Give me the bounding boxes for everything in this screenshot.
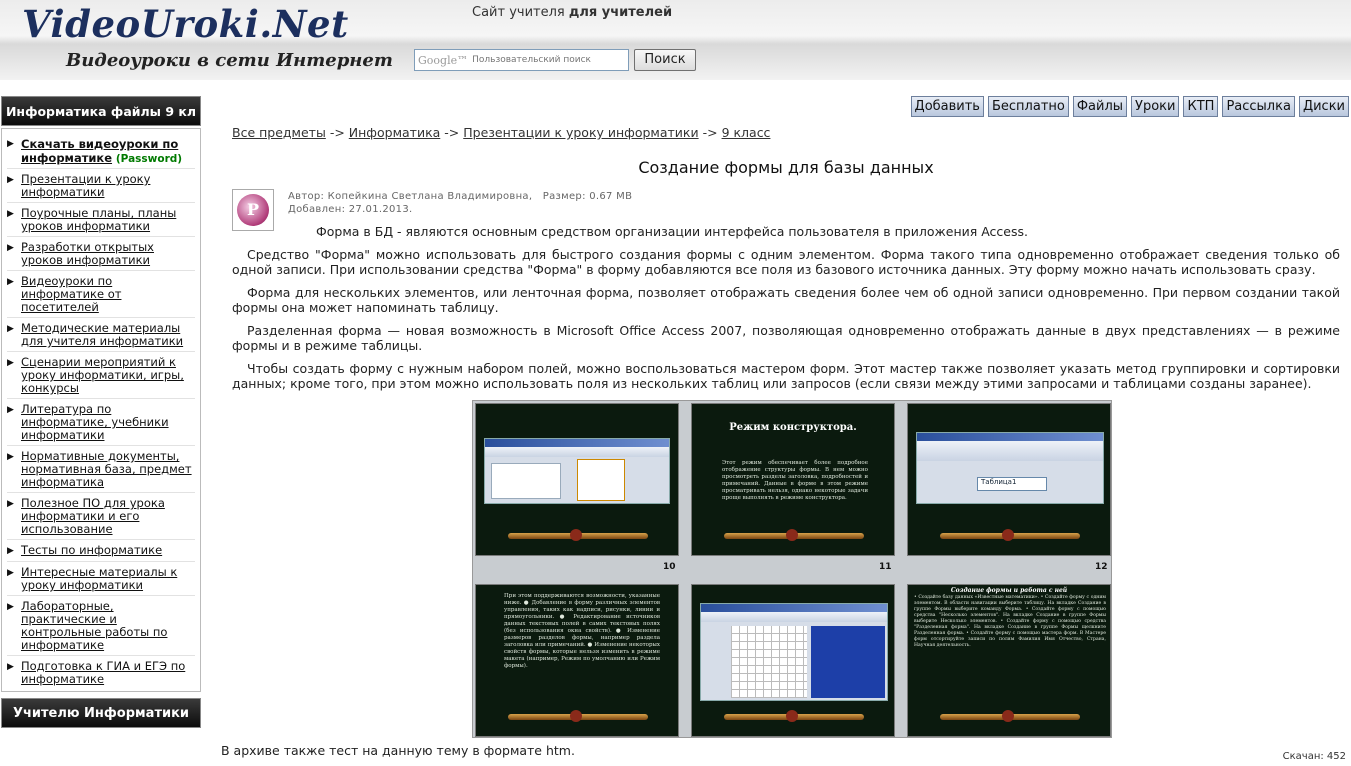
slide-thumbnail bbox=[691, 403, 895, 556]
slide-thumbnail bbox=[475, 584, 679, 737]
nav-files-button[interactable]: Файлы bbox=[1073, 96, 1127, 117]
access-window-image bbox=[700, 603, 888, 701]
breadcrumb-separator: -> bbox=[444, 125, 460, 140]
slide-preview-grid[interactable] bbox=[472, 400, 1112, 738]
breadcrumb-grade[interactable]: 9 класс bbox=[721, 125, 771, 140]
site-logo[interactable]: VideoUroki.Net bbox=[22, 2, 349, 46]
sidebar-item-label[interactable]: Презентации к уроку информатики bbox=[21, 172, 151, 199]
arrow-right-icon: ▶ bbox=[7, 546, 14, 556]
sidebar-item-label[interactable]: Полезное ПО для урока информатики и его использование bbox=[21, 496, 165, 536]
sidebar-item-methodical[interactable] bbox=[7, 318, 195, 352]
breadcrumb-separator: -> bbox=[702, 125, 718, 140]
slide-nav-bar bbox=[508, 714, 648, 720]
article-body bbox=[232, 224, 1340, 399]
sidebar-item-presentations[interactable] bbox=[7, 169, 195, 203]
nav-lessons-button[interactable]: Уроки bbox=[1131, 96, 1179, 117]
archive-note: В архиве также тест на данную тему в формате htm. bbox=[221, 743, 575, 758]
breadcrumb-presentations[interactable]: Презентации к уроку информатики bbox=[463, 125, 699, 140]
nav-add-button[interactable]: Добавить bbox=[911, 96, 984, 117]
slide-thumbnail bbox=[907, 584, 1111, 737]
sidebar-item-interesting[interactable] bbox=[7, 562, 195, 596]
sidebar-section2-title: Учителю Информатики bbox=[1, 698, 201, 728]
slide-text: • Создайте базу данных «Известные математики». • Создайте форму с одним элементом. В области навигации выберите таблицу. На вкладке Создание в группе Формы выберите команду Форма. • Создайте форму с помощью средства "Несколько элементов". На вкладке Создание в группе Формы выберите Несколько элементов. • Создайте форму с помощью средства "Разделенная форма". На вкладке Создание в группе Формы щелкните Разделенная форма. • Создайте форму с помощью мастера форм. В Мастере форм отсортируйте записи по полям Фамилия Имя Отчество, Страна, Научная деятельность. bbox=[914, 595, 1106, 648]
sidebar-item-label[interactable]: Нормативные документы, нормативная база, предмет информатика bbox=[21, 449, 192, 489]
arrow-right-icon: ▶ bbox=[7, 358, 14, 368]
sidebar-item-visitor-videos[interactable] bbox=[7, 271, 195, 318]
slide-thumbnail bbox=[691, 584, 895, 737]
arrow-right-icon: ▶ bbox=[7, 209, 14, 219]
article-paragraph: Средство "Форма" можно использовать для быстрого создания формы с одним элементом. Форма такого типа одновременно отображает сведения только об одной записи. При использовании средства "Форма" в форму добавляются все поля из базового источника данных. Эту форму можно начать использовать сразу. bbox=[232, 247, 1340, 277]
arrow-right-icon: ▶ bbox=[7, 499, 14, 509]
search-button[interactable]: Поиск bbox=[634, 49, 696, 71]
arrow-right-icon: ▶ bbox=[7, 602, 14, 612]
password-badge: (Password) bbox=[115, 153, 183, 165]
slide-title: Режим конструктора. bbox=[729, 422, 857, 433]
breadcrumb bbox=[232, 125, 770, 140]
google-logo: Google™ bbox=[418, 53, 469, 67]
sidebar-item-literature[interactable] bbox=[7, 399, 195, 446]
sidebar-item-label[interactable]: Скачать видеоуроки по информатике bbox=[21, 137, 179, 165]
article-paragraph: Форма в БД - являются основным средством организации интерфейса пользователя в приложения Access. bbox=[316, 224, 1028, 239]
sidebar-menu bbox=[1, 128, 201, 692]
top-nav bbox=[911, 96, 1349, 117]
slide-title: Создание формы и работа с ней bbox=[950, 587, 1068, 594]
arrow-right-icon: ▶ bbox=[7, 175, 14, 185]
sidebar-title: Информатика файлы 9 кл bbox=[1, 96, 201, 126]
article-paragraph: Форма для нескольких элементов, или ленточная форма, позволяет отображать сведения более чем об одной записи одновременно. При первом создании такой формы она может напоминать таблицу. bbox=[232, 285, 1340, 315]
sidebar-item-labs[interactable] bbox=[7, 596, 195, 656]
sidebar-item-label[interactable]: Методические материалы для учителя информатики bbox=[21, 321, 184, 348]
search-box[interactable] bbox=[414, 49, 629, 71]
slide-nav-bar bbox=[724, 714, 864, 720]
arrow-right-icon: ▶ bbox=[7, 568, 14, 578]
nav-mailing-button[interactable]: Рассылка bbox=[1222, 96, 1295, 117]
breadcrumb-informatics[interactable]: Информатика bbox=[348, 125, 441, 140]
sidebar-item-open-lessons[interactable] bbox=[7, 237, 195, 271]
sidebar-item-label[interactable]: Разработки открытых уроков информатики bbox=[21, 240, 154, 267]
sidebar-item-scenarios[interactable] bbox=[7, 352, 195, 399]
slide-number: 11 bbox=[879, 562, 892, 572]
sidebar-item-label[interactable]: Видеоуроки по информатике от посетителей bbox=[21, 274, 122, 314]
slide-number: 12 bbox=[1095, 562, 1108, 572]
sidebar-item-label[interactable]: Подготовка к ГИА и ЕГЭ по информатике bbox=[21, 659, 186, 686]
sidebar-item-tests[interactable] bbox=[7, 540, 195, 562]
slide-nav-bar bbox=[508, 533, 648, 539]
arrow-right-icon: ▶ bbox=[7, 243, 14, 253]
sidebar-item-normative[interactable] bbox=[7, 446, 195, 493]
sidebar-item-label[interactable]: Литература по информатике, учебники информатики bbox=[21, 402, 169, 442]
slide-nav-bar bbox=[940, 533, 1080, 539]
table-tab: Таблица1 bbox=[977, 477, 1047, 491]
nav-free-button[interactable]: Бесплатно bbox=[988, 96, 1069, 117]
sidebar-item-software[interactable] bbox=[7, 493, 195, 540]
author-text: Автор: Копейкина Светлана Владимировна, bbox=[288, 191, 533, 202]
arrow-right-icon: ▶ bbox=[7, 452, 14, 462]
page-title: Создание формы для базы данных bbox=[638, 158, 934, 177]
access-window-image bbox=[916, 432, 1104, 504]
slide-nav-bar bbox=[940, 714, 1080, 720]
arrow-right-icon: ▶ bbox=[7, 277, 14, 287]
sidebar-item-label[interactable]: Поурочные планы, планы уроков информатики bbox=[21, 206, 177, 233]
arrow-right-icon: ▶ bbox=[7, 324, 14, 334]
size-text: Размер: 0.67 MB bbox=[542, 191, 633, 202]
site-header bbox=[0, 0, 1351, 80]
added-date: Добавлен: 27.01.2013. bbox=[288, 204, 413, 215]
sidebar-item-label[interactable]: Тесты по информатике bbox=[21, 543, 163, 557]
sidebar-item-label[interactable]: Лабораторные, практические и контрольные работы по информатике bbox=[21, 599, 168, 652]
search-input[interactable] bbox=[472, 55, 622, 65]
sidebar-item-lesson-plans[interactable] bbox=[7, 203, 195, 237]
sidebar-item-video-download[interactable] bbox=[7, 133, 195, 169]
file-type-icon: P bbox=[232, 189, 274, 231]
breadcrumb-separator: -> bbox=[329, 125, 345, 140]
arrow-right-icon: ▶ bbox=[7, 405, 14, 415]
sidebar-item-label[interactable]: Интересные материалы к уроку информатики bbox=[21, 565, 178, 592]
arrow-right-icon: ▶ bbox=[7, 662, 14, 672]
slide-thumbnail bbox=[475, 403, 679, 556]
slide-nav-bar bbox=[724, 533, 864, 539]
breadcrumb-all-subjects[interactable]: Все предметы bbox=[232, 125, 326, 140]
download-count: Скачан: 452 bbox=[1282, 751, 1346, 762]
article-meta bbox=[288, 190, 632, 216]
nav-disks-button[interactable]: Диски bbox=[1299, 96, 1349, 117]
slide-thumbnail bbox=[907, 403, 1111, 556]
sidebar-item-exam-prep[interactable] bbox=[7, 656, 195, 689]
article-paragraph: Чтобы создать форму с нужным набором полей, можно воспользоваться мастером форм. Этот мастер также позволяет указать метод группировки и сортировки данных; кроме того, при этом можно использовать поля из нескольких таблиц или запросов (если связи между этими запросами и таблицами созданы заранее). bbox=[232, 361, 1340, 391]
site-slogan: Видеоуроки в сети Интернет bbox=[66, 50, 393, 71]
tagline-prefix: Сайт учителя bbox=[472, 5, 569, 20]
tagline-bold: для учителей bbox=[568, 5, 673, 20]
slide-text: Этот режим обеспечивает более подробное отображение структуры формы. В нем можно просмотреть разделы заголовка, подробностей и примечаний. Данные в форме в этом режиме просматривать нельзя, однако некоторые задачи проще выполнять в режиме конструктора. bbox=[722, 460, 868, 501]
site-tagline bbox=[472, 5, 672, 20]
sidebar-item-label[interactable]: Сценарии мероприятий к уроку информатики, игры, конкурсы bbox=[21, 355, 184, 395]
nav-ktp-button[interactable]: КТП bbox=[1183, 96, 1218, 117]
arrow-right-icon: ▶ bbox=[7, 139, 14, 149]
slide-number: 10 bbox=[663, 562, 676, 572]
access-window-image bbox=[484, 438, 670, 504]
slide-text: При этом поддерживаются возможности, указанные ниже. ● Добавление в форму различных элементов управления, таких как надписи, рисунки, линии и прямоугольники. ● Редактирование источников данных текстовых полей в самих текстовых полях (без использования окна свойств). ● Изменение размеров разделов формы, например раздела заголовка или примечаний. ● Изменение некоторых свойств формы, которые нельзя изменить в режиме макета (например, Режим по умолчанию или Режим формы). bbox=[504, 593, 660, 669]
article-paragraph: Разделенная форма — новая возможность в Microsoft Office Access 2007, позволяющая одновременно отображать данные в двух представлениях — в режиме формы и в режиме таблицы. bbox=[232, 323, 1340, 353]
